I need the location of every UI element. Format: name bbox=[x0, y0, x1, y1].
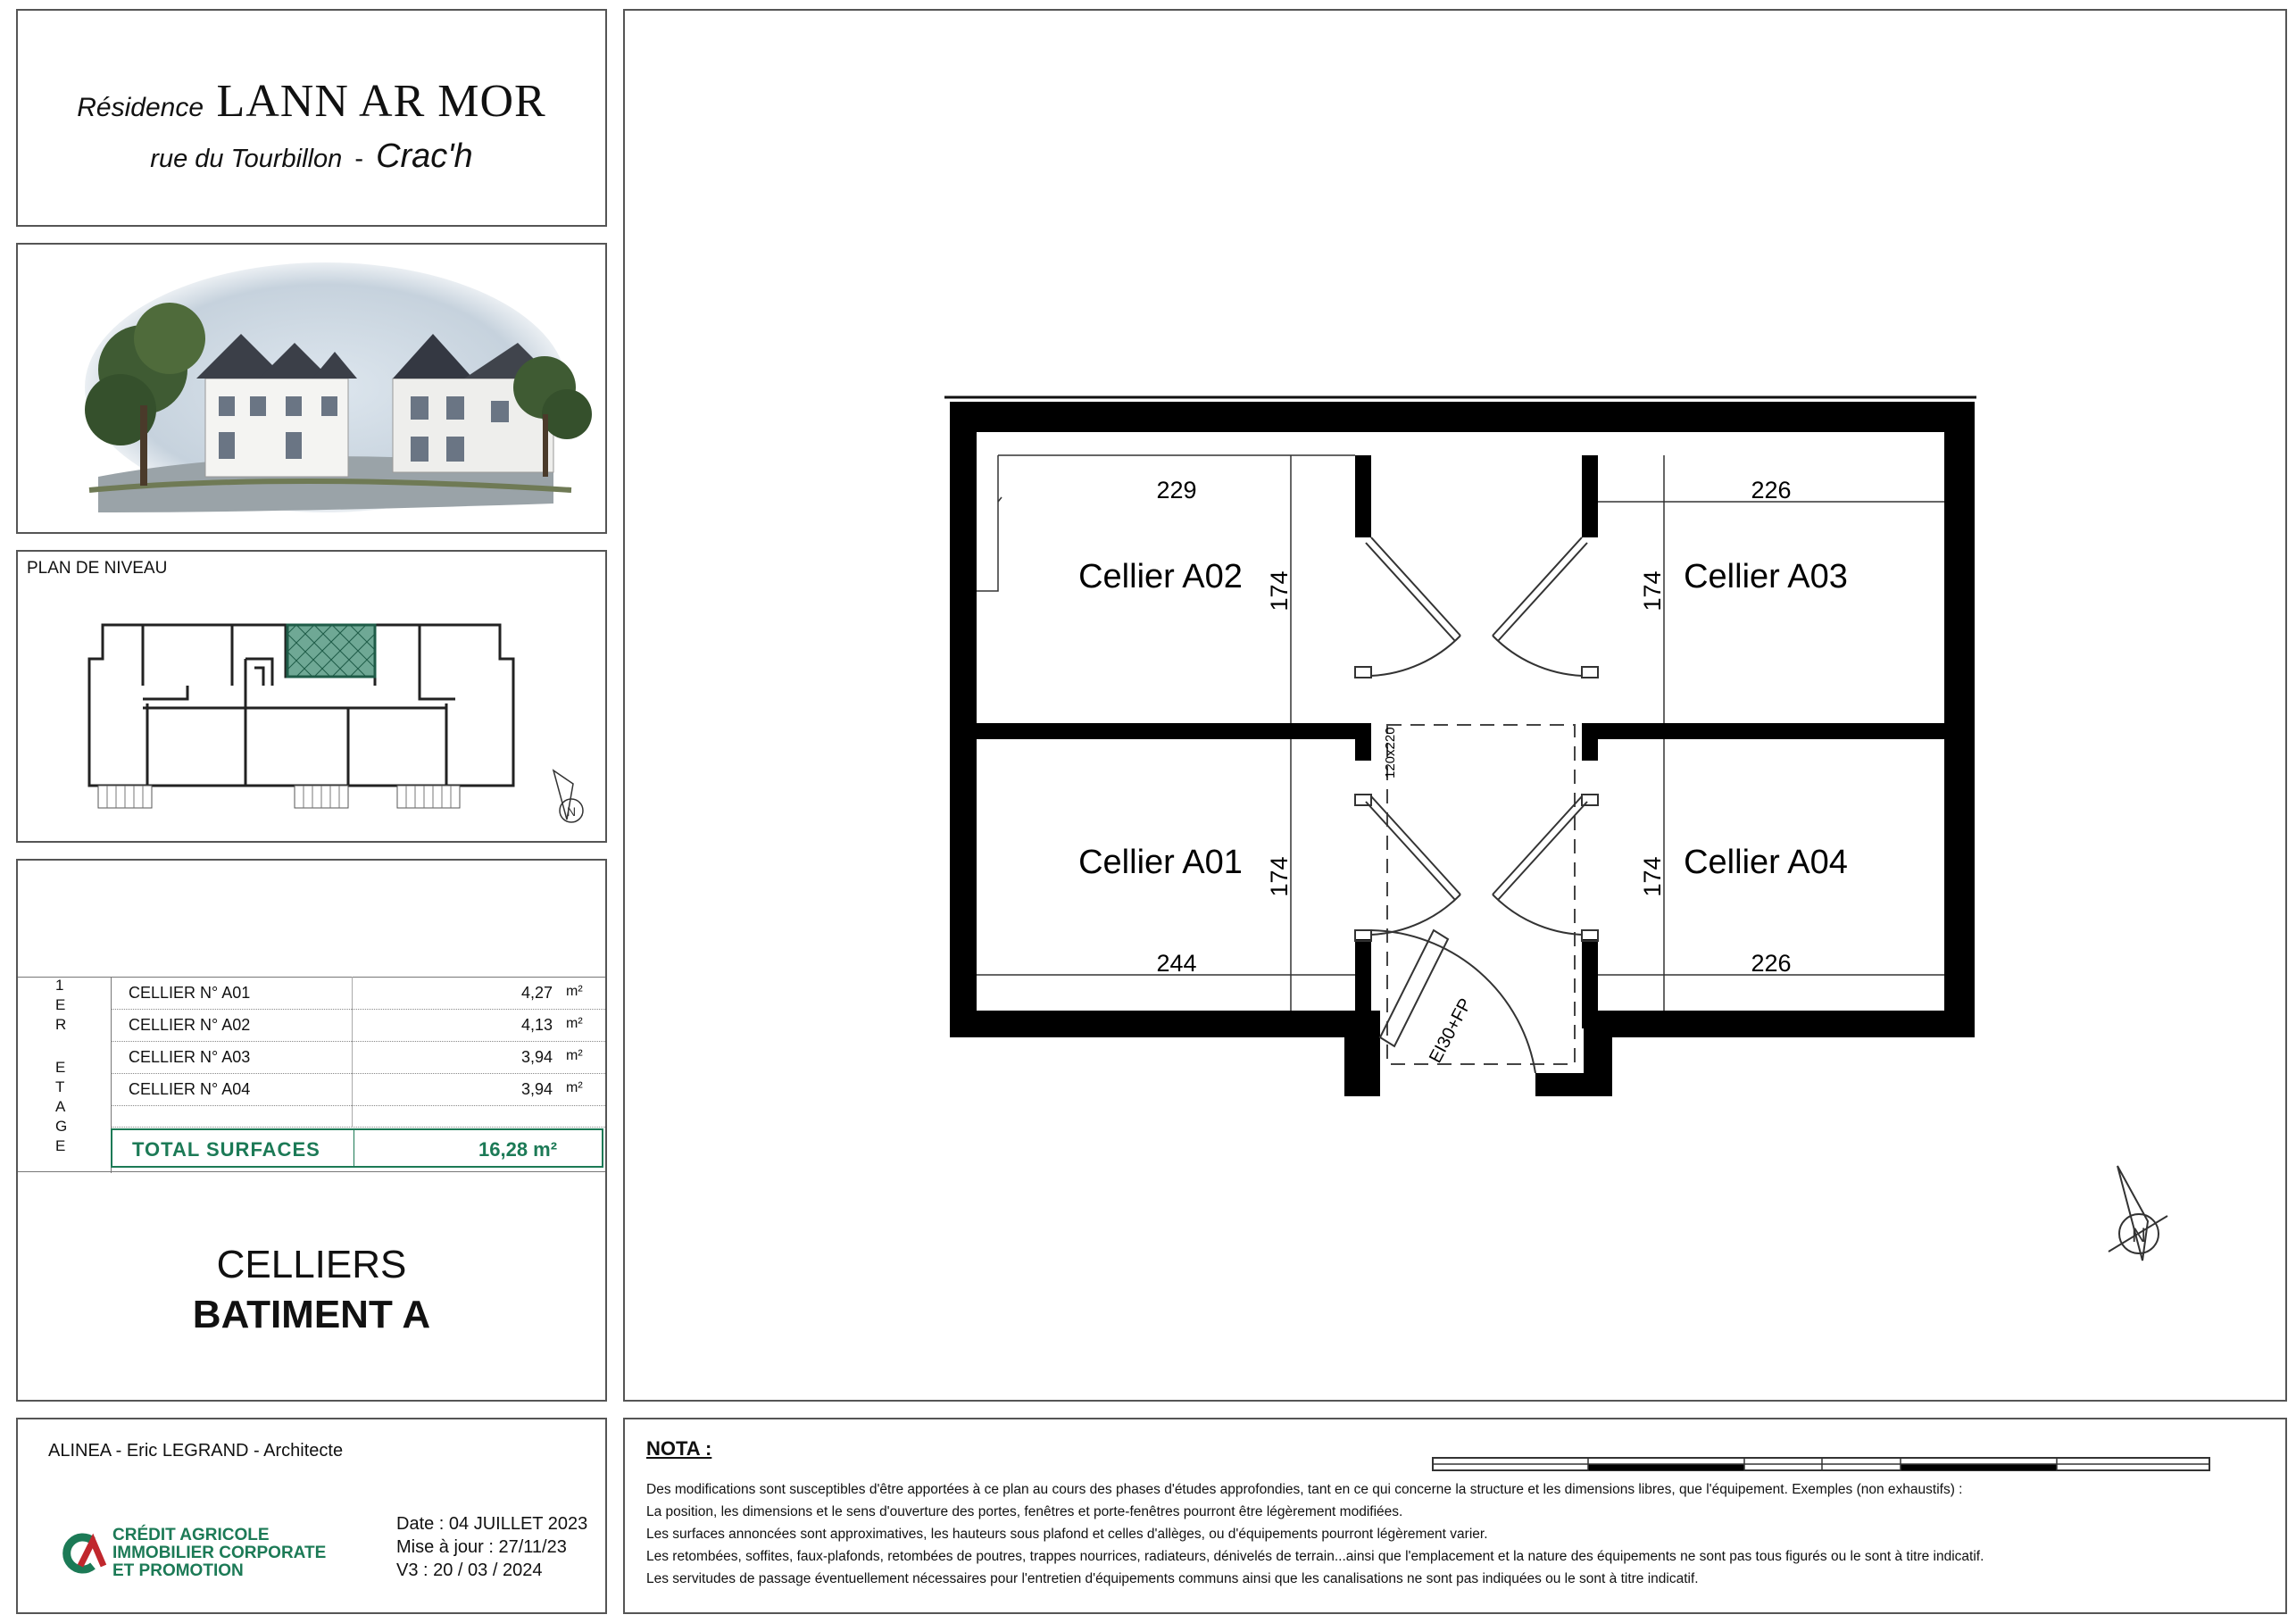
residence-address bbox=[18, 137, 605, 176]
level-north-label: N bbox=[566, 804, 577, 819]
issue-date: Date : 04 JUILLET 2023 bbox=[396, 1514, 588, 1534]
nota-line: Les surfaces annoncées sont approximatives, les hauteurs sous plafond et celles d'allèges, ou d'équipements pourront légèrement varier. bbox=[646, 1527, 1488, 1542]
room-width-label: 244 bbox=[1156, 950, 1197, 977]
level-north-arrow-icon bbox=[553, 770, 583, 822]
level-letter: G bbox=[55, 1118, 68, 1135]
nota-title: NOTA : bbox=[646, 1437, 712, 1460]
surfaces-panel bbox=[16, 859, 607, 1402]
room-depth-label: 174 bbox=[1266, 570, 1293, 612]
door-label: EI30+FP bbox=[1425, 995, 1477, 1067]
north-label: N bbox=[2132, 1224, 2146, 1246]
scale-bar bbox=[1432, 1455, 2217, 1473]
row-divider bbox=[352, 977, 353, 1009]
walls bbox=[950, 402, 1975, 1096]
row-label: CELLIER N° A02 bbox=[129, 1016, 251, 1034]
level-letter: 1 bbox=[55, 977, 64, 994]
row-divider bbox=[352, 1009, 353, 1041]
nota-line: Les servitudes de passage éventuellement nécessaires pour l'entretien d'équipements communs ainsi que les canalisations ne sont pas indiquées ou le sont à titre indicatif. bbox=[646, 1571, 1699, 1586]
plan-title-line2: BATIMENT A bbox=[192, 1293, 431, 1336]
level-letter: E bbox=[55, 996, 66, 1013]
total-label: TOTAL SURFACES bbox=[132, 1138, 320, 1161]
row-divider bbox=[352, 1041, 353, 1073]
row-label: CELLIER N° A03 bbox=[129, 1048, 251, 1066]
table-row bbox=[111, 977, 605, 1010]
room-name: Cellier A03 bbox=[1684, 558, 1848, 595]
room-width-label: 226 bbox=[1751, 950, 1792, 977]
floor-plan-drawing bbox=[625, 11, 2285, 1400]
room-depth-label: 174 bbox=[1639, 856, 1666, 897]
shaft-label: 120x220 bbox=[1383, 727, 1398, 778]
logo-line: CRÉDIT AGRICOLE bbox=[112, 1526, 270, 1544]
table-row bbox=[111, 1041, 605, 1074]
row-unit: m² bbox=[566, 1080, 583, 1095]
room-width-label: 226 bbox=[1751, 477, 1792, 504]
level-letter: A bbox=[55, 1098, 66, 1115]
room-width-label: 229 bbox=[1156, 477, 1197, 504]
logo-line: ET PROMOTION bbox=[112, 1561, 244, 1580]
room-name: Cellier A04 bbox=[1684, 844, 1848, 881]
level-letter: E bbox=[55, 1059, 66, 1076]
level-letter: E bbox=[55, 1137, 66, 1154]
row-unit: m² bbox=[566, 1016, 583, 1031]
room-depth-label: 174 bbox=[1266, 856, 1293, 897]
address-separator: - bbox=[354, 145, 363, 173]
residence-illustration bbox=[18, 245, 605, 532]
row-value: 3,94 bbox=[521, 1048, 553, 1066]
nota-line: Des modifications sont susceptibles d'être apportées à ce plan au cours des phases d'études approfondies, tant en ce qui concerne la structure et les dimensions libres, que l'équipement. Exemples (non exhaustifs) : bbox=[646, 1482, 1963, 1497]
level-plan-label: PLAN DE NIVEAU bbox=[27, 559, 168, 578]
nota-line: La position, les dimensions et le sens d'ouverture des portes, fenêtres et porte-fenêtres pourront être légèrement modifiées. bbox=[646, 1504, 1403, 1519]
row-value: 3,94 bbox=[521, 1080, 553, 1098]
residence-name: LANN AR MOR bbox=[216, 76, 546, 127]
logo-line: IMMOBILIER CORPORATE bbox=[112, 1544, 327, 1562]
row-unit: m² bbox=[566, 984, 583, 999]
table-row-empty bbox=[111, 1105, 605, 1128]
floor-plan-panel bbox=[623, 9, 2287, 1402]
level-plan-drawing bbox=[18, 552, 605, 841]
photo-panel bbox=[16, 243, 607, 534]
plan-title-line1: CELLIERS bbox=[216, 1243, 407, 1286]
row-label: CELLIER N° A01 bbox=[129, 984, 251, 1002]
table-bottom-line bbox=[18, 1171, 605, 1172]
residence-prefix: Résidence bbox=[77, 93, 204, 122]
credit-agricole-logo-icon bbox=[54, 1532, 107, 1575]
title-panel bbox=[16, 9, 607, 227]
north-arrow-icon bbox=[2109, 1166, 2167, 1261]
level-letter: T bbox=[55, 1078, 65, 1095]
residence-title bbox=[18, 75, 605, 128]
table-row bbox=[111, 1073, 605, 1106]
level-plan-panel bbox=[16, 550, 607, 843]
total-row bbox=[111, 1128, 603, 1168]
row-value: 4,13 bbox=[521, 1016, 553, 1034]
room-name: Cellier A02 bbox=[1078, 558, 1243, 595]
total-value: 16,28 m² bbox=[478, 1138, 558, 1161]
level-letters bbox=[18, 977, 112, 1173]
doors bbox=[1355, 537, 1598, 1073]
credits-panel bbox=[16, 1418, 607, 1614]
nota-panel bbox=[623, 1418, 2287, 1614]
architect-credit: ALINEA - Eric LEGRAND - Architecte bbox=[48, 1441, 344, 1461]
room-depth-label: 174 bbox=[1639, 570, 1666, 612]
shaft-outline bbox=[1387, 725, 1575, 1064]
row-value: 4,27 bbox=[521, 984, 553, 1002]
row-label: CELLIER N° A04 bbox=[129, 1080, 251, 1098]
version-date: V3 : 20 / 03 / 2024 bbox=[396, 1561, 543, 1580]
table-row bbox=[111, 1009, 605, 1042]
brand-logo bbox=[54, 1525, 393, 1587]
room-name: Cellier A01 bbox=[1078, 844, 1243, 881]
level-letter: R bbox=[55, 1016, 67, 1033]
town-name: Crac'h bbox=[376, 137, 473, 175]
nota-line: Les retombées, soffites, faux-plafonds, retombées de poutres, trappes nourrices, radiateurs, dénivelés de terrain...ainsi que l'emplacement et la nature des équipements ne sont pas tous figurés ou le sont à titre indicatif. bbox=[646, 1549, 1984, 1564]
row-divider bbox=[352, 1073, 353, 1105]
row-unit: m² bbox=[566, 1048, 583, 1063]
street-name: rue du Tourbillon bbox=[150, 145, 343, 173]
update-date: Mise à jour : 27/11/23 bbox=[396, 1537, 567, 1557]
